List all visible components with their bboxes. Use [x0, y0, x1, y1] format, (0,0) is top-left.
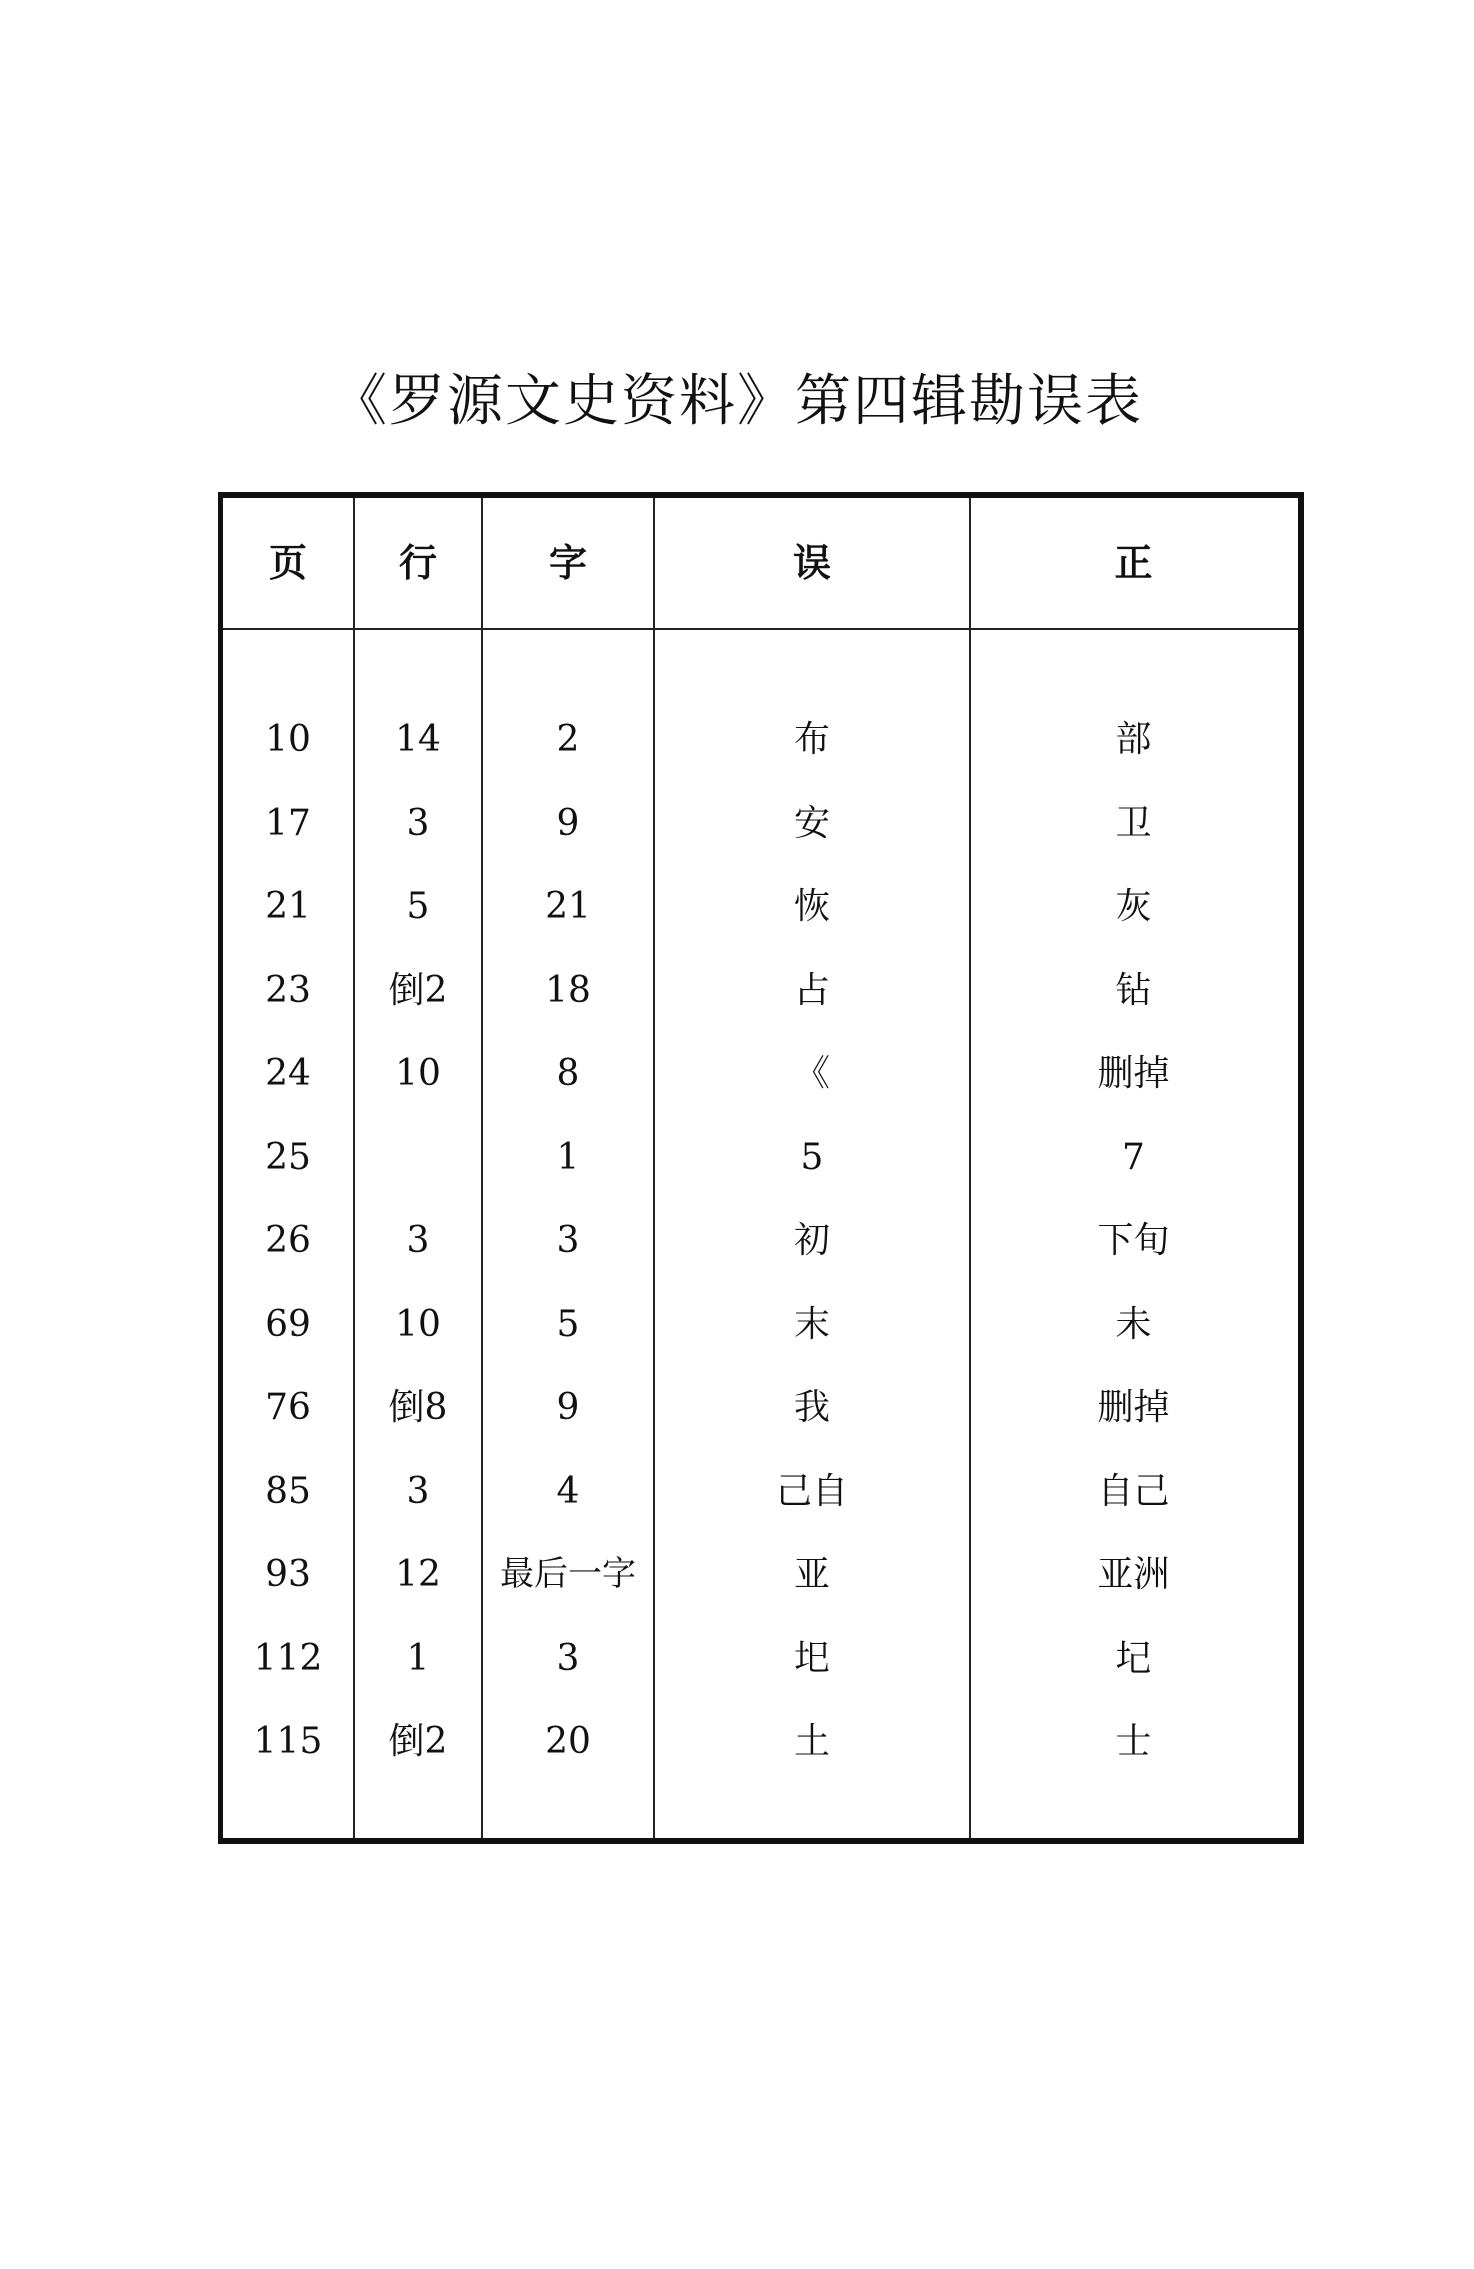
cell-page: 25 [265, 1136, 311, 1178]
cell-line: 10 [395, 1303, 441, 1345]
page-title: 《罗源文史资料》第四辑勘误表 [331, 369, 1143, 434]
cell-line: 1 [406, 1637, 430, 1679]
cell-correction: 灰 [1115, 886, 1152, 927]
table-row [223, 1700, 1298, 1784]
cell-page: 69 [265, 1303, 311, 1345]
header-line: 行 [398, 541, 437, 585]
cell-page: 17 [265, 802, 311, 844]
cell-error: 安 [793, 802, 830, 844]
cell-correction: 士 [1115, 1721, 1152, 1762]
cell-char: 1 [556, 1136, 580, 1178]
table-row [223, 1116, 1298, 1200]
cell-line: 5 [406, 886, 430, 927]
cell-page: 112 [253, 1637, 323, 1679]
cell-char: 最后一字 [500, 1554, 636, 1594]
cell-error: 布 [793, 719, 830, 760]
cell-error: 己自 [775, 1470, 848, 1512]
cell-page: 10 [265, 719, 311, 760]
cell-line: 倒2 [388, 1721, 448, 1762]
cell-page: 93 [265, 1554, 311, 1595]
cell-page: 76 [265, 1387, 311, 1428]
cell-correction: 下旬 [1097, 1220, 1170, 1261]
cell-char: 9 [556, 1387, 580, 1428]
table-row [223, 1533, 1298, 1617]
cell-correction: 钻 [1115, 969, 1152, 1011]
errata-table [218, 492, 1304, 1844]
cell-correction: 圮 [1115, 1637, 1152, 1679]
cell-error: 土 [793, 1721, 830, 1762]
table-row [223, 698, 1298, 782]
header-divider [223, 628, 1298, 630]
cell-correction: 部 [1115, 719, 1152, 760]
cell-char: 4 [556, 1470, 580, 1512]
table-row [223, 1617, 1298, 1701]
cell-page: 115 [253, 1721, 323, 1762]
cell-correction: 7 [1122, 1136, 1145, 1178]
table-row [223, 865, 1298, 949]
header-correction: 正 [1114, 541, 1153, 585]
cell-line: 3 [406, 1220, 430, 1261]
table-row [223, 782, 1298, 866]
cell-page: 23 [265, 969, 311, 1011]
cell-correction: 删掉 [1097, 1387, 1170, 1428]
cell-correction: 卫 [1115, 802, 1152, 844]
table-row [223, 949, 1298, 1033]
cell-char: 21 [545, 886, 591, 927]
cell-char: 3 [556, 1637, 580, 1679]
cell-error: 初 [793, 1220, 830, 1261]
cell-error: 5 [800, 1136, 824, 1178]
cell-error: 末 [793, 1303, 830, 1345]
cell-page: 24 [265, 1053, 311, 1094]
cell-page: 21 [265, 886, 311, 927]
cell-char: 8 [556, 1053, 580, 1094]
cell-line: 12 [395, 1554, 441, 1595]
cell-line: 14 [395, 719, 441, 760]
cell-char: 2 [556, 719, 580, 760]
header-error: 误 [792, 541, 831, 585]
cell-error: 占 [793, 969, 830, 1011]
cell-line: 10 [395, 1053, 441, 1094]
cell-char: 18 [545, 969, 591, 1011]
cell-char: 20 [545, 1721, 591, 1762]
cell-line: 3 [406, 1470, 430, 1512]
table-row [223, 1032, 1298, 1116]
cell-char: 5 [556, 1303, 580, 1345]
cell-correction: 亚洲 [1097, 1554, 1170, 1595]
cell-line [355, 1116, 481, 1200]
cell-correction: 未 [1115, 1303, 1152, 1345]
table-body [223, 698, 1298, 1784]
cell-error: 圯 [793, 1637, 830, 1679]
cell-correction: 自己 [1097, 1470, 1170, 1512]
cell-error: 《 [793, 1053, 830, 1094]
cell-page: 26 [265, 1220, 311, 1261]
table-row [223, 1366, 1298, 1450]
header-char: 字 [548, 541, 587, 585]
header-page: 页 [268, 541, 307, 585]
cell-correction: 删掉 [1097, 1053, 1170, 1094]
cell-char: 9 [556, 802, 580, 844]
cell-line: 倒8 [388, 1387, 448, 1428]
cell-line: 倒2 [388, 969, 448, 1011]
cell-page: 85 [265, 1470, 311, 1512]
cell-error: 亚 [793, 1554, 830, 1595]
cell-char: 3 [556, 1220, 580, 1261]
cell-error: 恢 [793, 886, 830, 927]
cell-line: 3 [406, 802, 430, 844]
table-row [223, 1199, 1298, 1283]
table-row [223, 1283, 1298, 1367]
cell-error: 我 [793, 1387, 830, 1428]
table-row [223, 1450, 1298, 1534]
